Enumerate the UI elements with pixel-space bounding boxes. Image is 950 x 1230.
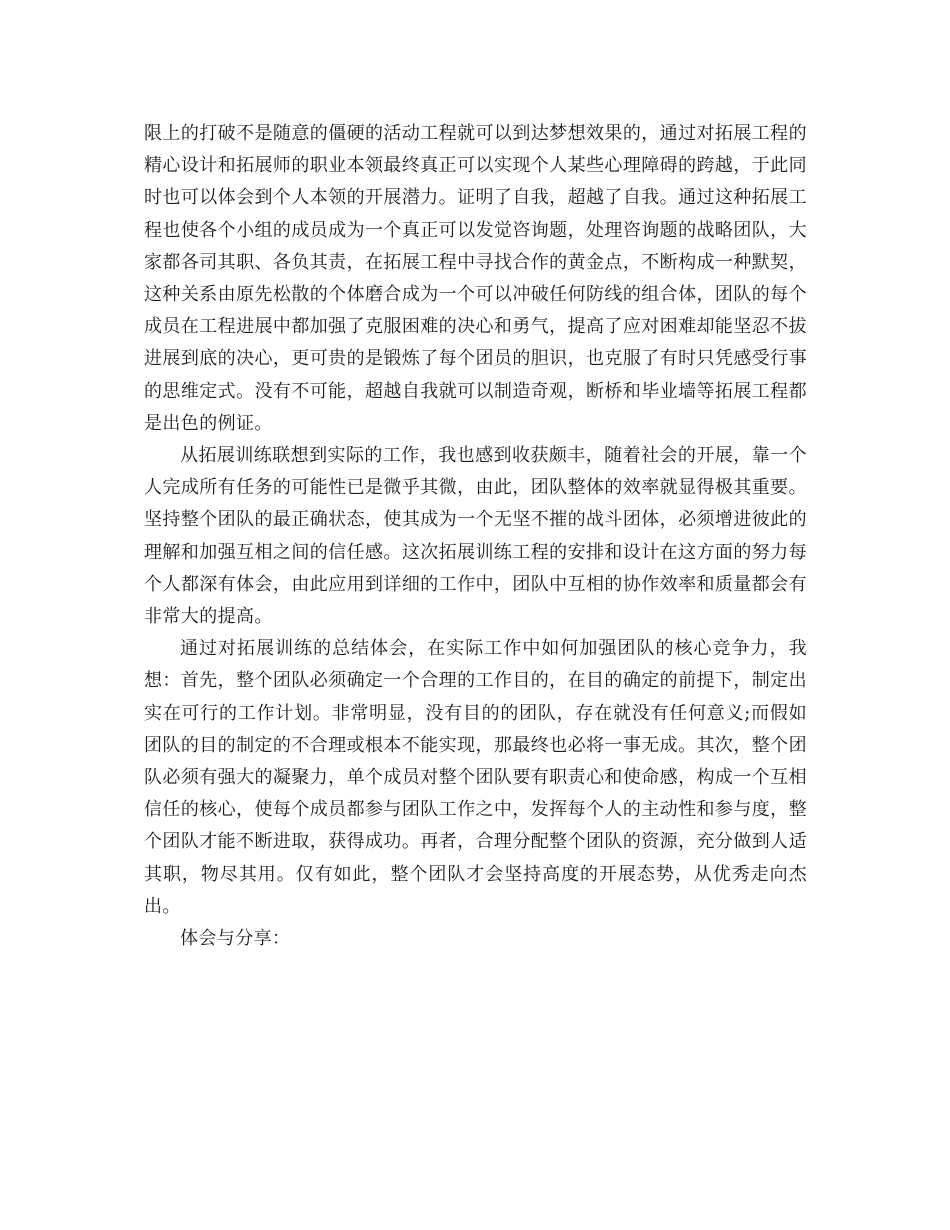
- document-body: [144, 118, 807, 955]
- paragraph-work-reflection: 从拓展训练联想到实际的工作，我也感到收获颇丰，随着社会的开展，靠一个人完成所有任务的可能性已是微乎其微，由此，团队整体的效率就显得极其重要。坚持整个团队的最正确状态，使其成为一个无坚不摧的战斗团体，必须增进彼此的理解和加强互相之间的信任感。这次拓展训练工程的安排和设计在这方面的努力每个人都深有体会，由此应用到详细的工作中，团队中互相的协作效率和质量都会有非常大的提高。: [144, 445, 807, 628]
- paragraph-core-competitiveness: 通过对拓展训练的总结体会，在实际工作中如何加强团队的核心竞争力，我想：首先，整个团队必须确定一个合理的工作目的，在目的确定的前提下，制定出实在可行的工作计划。非常明显，没有目的的团队，存在就没有任何意义;而假如团队的目的制定的不合理或根本不能实现，那最终也必将一事无成。其次，整个团队必须有强大的凝聚力，单个成员对整个团队要有职责心和使命感，构成一个互相信任的核心，使每个成员都参与团队工作之中，发挥每个人的主动性和参与度，整个团队才能不断进取，获得成功。再者，合理分配整个团队的资源，充分做到人适其职，物尽其用。仅有如此，整个团队才会坚持高度的开展态势，从优秀走向杰出。: [144, 638, 807, 917]
- paragraph-continuation: 限上的打破不是随意的僵硬的活动工程就可以到达梦想效果的，通过对拓展工程的精心设计和拓展师的职业本领最终真正可以实现个人某些心理障碍的跨越，于此同时也可以体会到个人本领的开展潜力。证明了自我，超越了自我。通过这种拓展工程也使各个小组的成员成为一个真正可以发觉咨询题，处理咨询题的战略团队，大家都各司其职、各负其责，在拓展工程中寻找合作的黄金点，不断构成一种默契，这种关系由原先松散的个体磨合成为一个可以冲破任何防线的组合体，团队的每个成员在工程进展中都加强了克服困难的决心和勇气，提高了应对困难却能坚忍不拔进展到底的决心，更可贵的是锻炼了每个团员的胆识，也克服了有时只凭感受行事的思维定式。没有不可能，超越自我就可以制造奇观，断桥和毕业墙等拓展工程都是出色的例证。: [144, 123, 807, 434]
- section-heading-sharing: 体会与分享：: [180, 928, 291, 950]
